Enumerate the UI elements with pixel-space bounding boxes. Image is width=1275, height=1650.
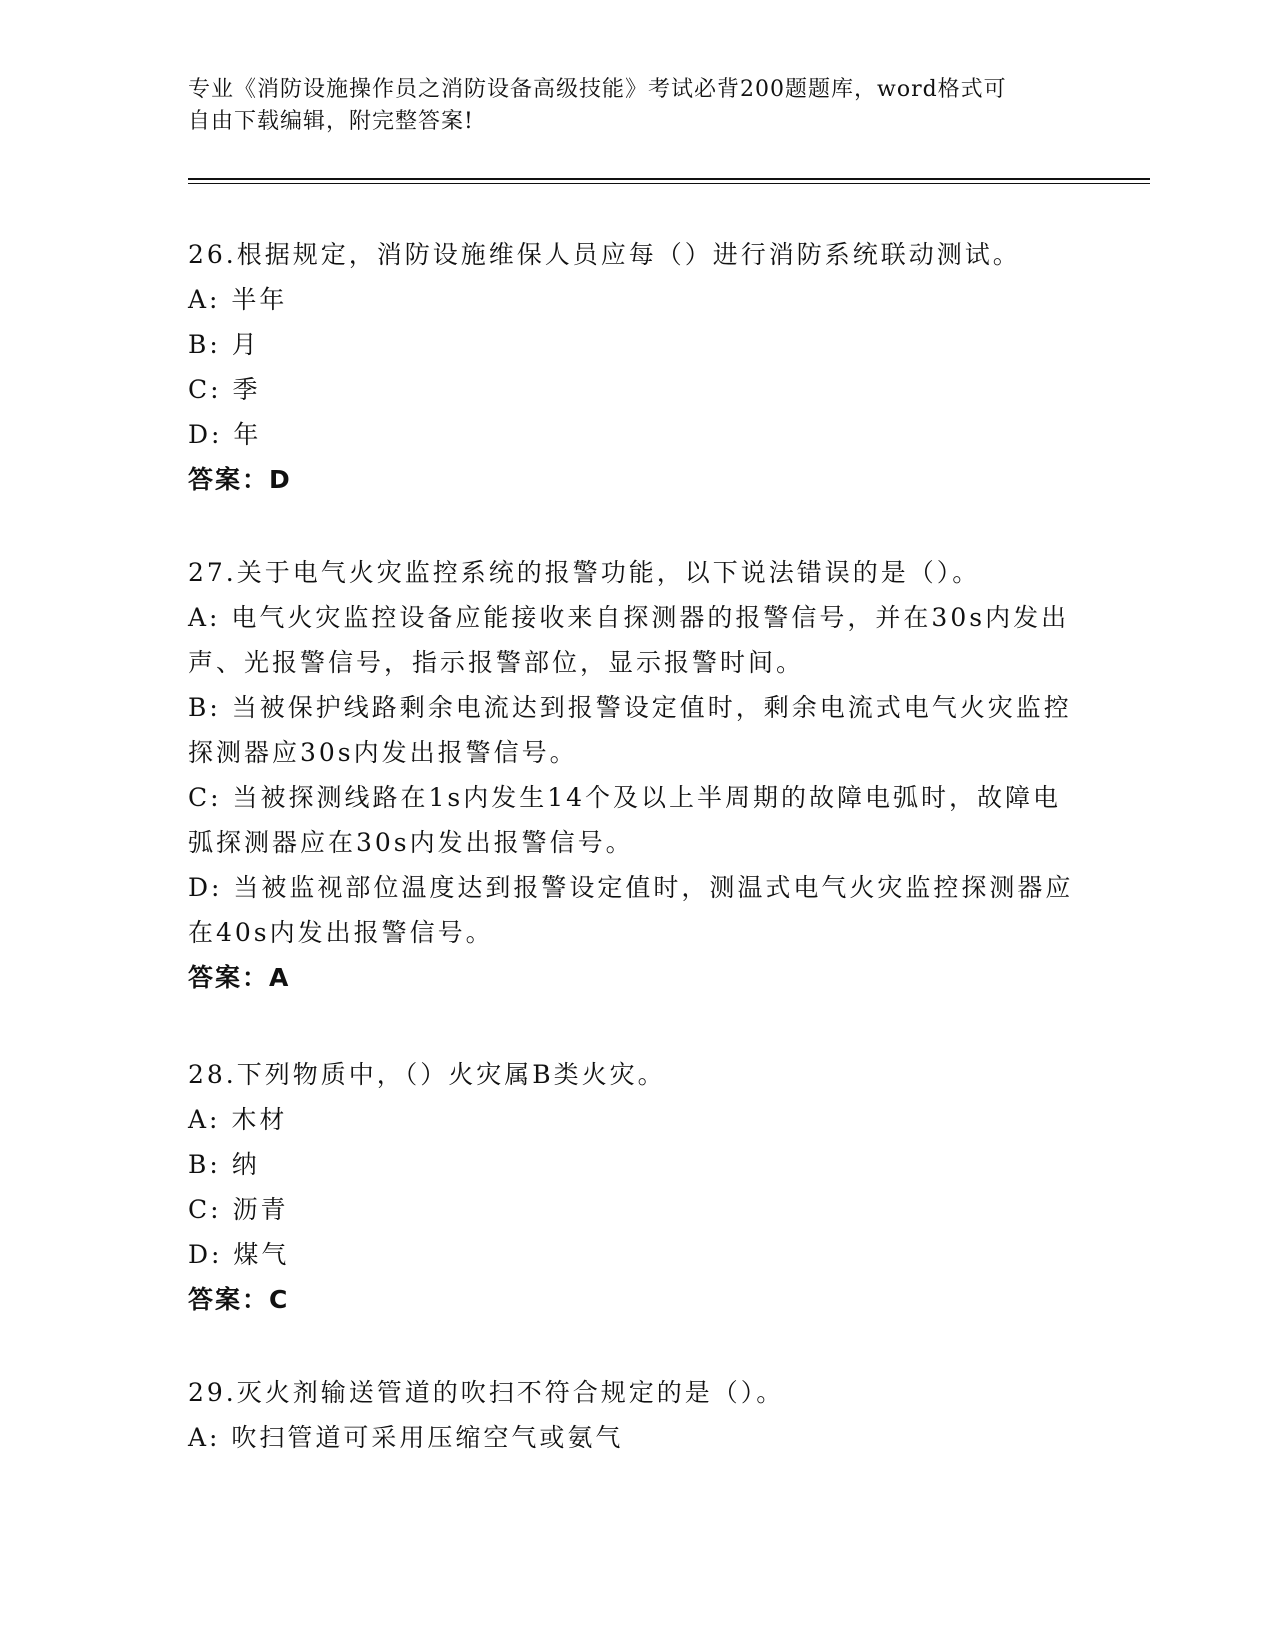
option-a: A: 吹扫管道可采用压缩空气或氨气 (188, 1423, 624, 1452)
question-stem: 26.根据规定，消防设施维保人员应每（）进行消防系统联动测试。 (188, 240, 1021, 269)
header-line-2: 自由下载编辑，附完整答案! (188, 109, 474, 134)
header-line-1: 专业《消防设施操作员之消防设备高级技能》考试必背200题题库，word格式可 (188, 77, 1007, 102)
header-divider-thick (188, 178, 1150, 180)
option-a: A: 电气火灾监控设备应能接收来自探测器的报警信号，并在30s内发出声、光报警信号，指示报警部位，显示报警时间。 (188, 603, 1070, 677)
question-stem: 29.灭火剂输送管道的吹扫不符合规定的是（）。 (188, 1378, 785, 1407)
question-26 (188, 232, 1078, 502)
option-d: D: 煤气 (188, 1240, 290, 1269)
option-d: D: 当被监视部位温度达到报警设定值时，测温式电气火灾监控探测器应在40s内发出报警信号。 (188, 873, 1074, 947)
option-a: A: 半年 (188, 285, 288, 314)
question-27 (188, 550, 1078, 1000)
answer-line: 答案：C (188, 1285, 290, 1314)
question-29 (188, 1370, 1078, 1460)
option-b: B: 当被保护线路剩余电流达到报警设定值时，剩余电流式电气火灾监控探测器应30s内发出报警信号。 (188, 693, 1072, 767)
header-divider-thin (188, 183, 1150, 184)
option-c: C: 沥青 (188, 1195, 289, 1224)
option-b: B: 月 (188, 330, 260, 359)
option-a: A: 木材 (188, 1105, 288, 1134)
option-b: B: 纳 (188, 1150, 260, 1179)
question-stem: 27.关于电气火灾监控系统的报警功能，以下说法错误的是（）。 (188, 558, 981, 587)
question-28 (188, 1052, 1078, 1322)
option-c: C: 季 (188, 375, 261, 404)
option-d: D: 年 (188, 420, 262, 449)
question-stem: 28.下列物质中，（）火灾属B类火灾。 (188, 1060, 666, 1089)
answer-line: 答案：D (188, 465, 292, 494)
document-header (188, 74, 1088, 138)
option-c: C: 当被探测线路在1s内发生14个及以上半周期的故障电弧时，故障电弧探测器应在30s内发出报警信号。 (188, 783, 1062, 857)
answer-line: 答案：A (188, 963, 291, 992)
